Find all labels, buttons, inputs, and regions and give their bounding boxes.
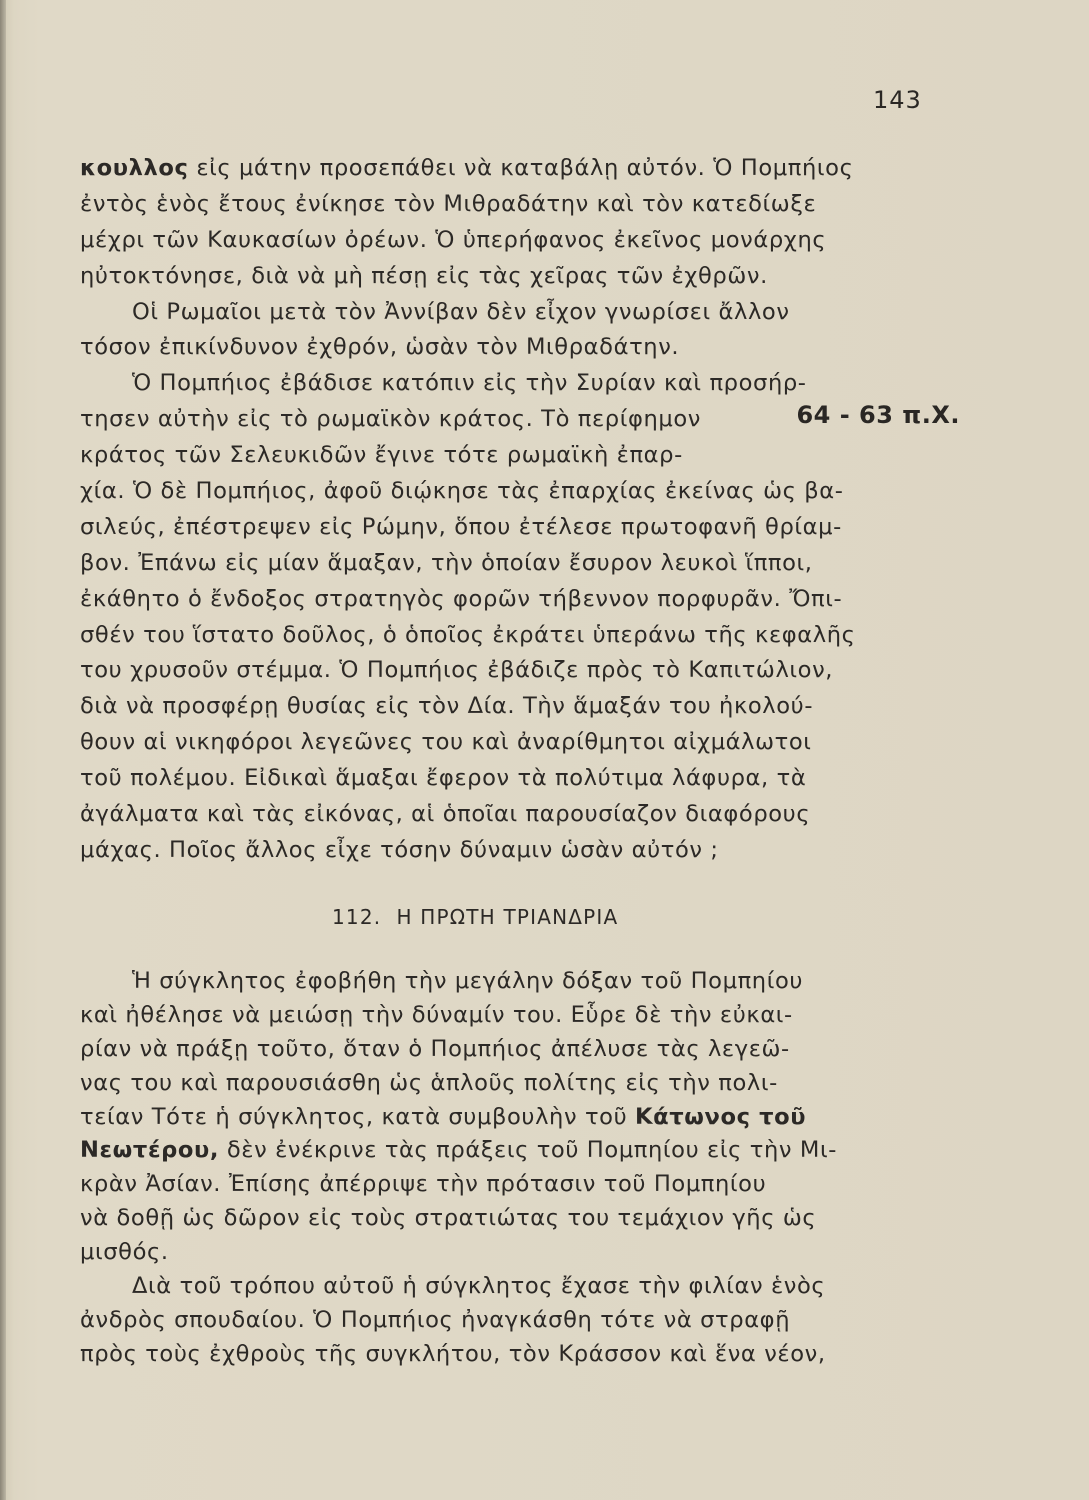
text-line: τόσον ἐπικίνδυνον ἐχθρόν, ὡσὰν τὸν Μιθραδάτην. bbox=[80, 334, 680, 361]
text-line: Οἱ Ρωμαῖοι μετὰ τὸν Ἀννίβαν δὲν εἶχον γνωρίσει ἄλλον bbox=[132, 298, 790, 325]
text-line: ἐκάθητο ὁ ἔνδοξος στρατηγὸς φορῶν τήβεννον πορφυρᾶν. Ὄπι- bbox=[80, 585, 843, 612]
text-line: τοῦ πολέμου. Εἰδικαὶ ἅμαξαι ἔφερον τὰ πολύτιμα λάφυρα, τὰ bbox=[80, 765, 807, 792]
bold-name: Κάτωνος τοῦ bbox=[635, 1103, 807, 1130]
text-line: σθέν του ἵστατο δοῦλος, ὁ ὁποῖος ἐκράτει ὑπεράνω τῆς κεφαλῆς bbox=[80, 621, 856, 648]
text-line: καὶ ἠθέλησε νὰ μειώσῃ τὴν δύναμίν του. Εὗρε δὲ τὴν εὐκαι- bbox=[80, 1001, 793, 1028]
text-line: κράτος τῶν Σελευκιδῶν ἔγινε τότε ρωμαϊκὴ ἐπαρ- bbox=[80, 442, 683, 469]
text-block-lower bbox=[80, 963, 960, 1370]
text-line: ηὐτοκτόνησε, διὰ νὰ μὴ πέσῃ εἰς τὰς χεῖρας τῶν ἐχθρῶν. bbox=[80, 262, 768, 289]
text-line: μέχρι τῶν Καυκασίων ὀρέων. Ὁ ὑπερήφανος ἐκεῖνος μονάρχης bbox=[80, 226, 827, 253]
text-line: θουν αἱ νικηφόροι λεγεῶνες του καὶ ἀναρίθμητοι αἰχμάλωτοι bbox=[80, 729, 812, 756]
text-line bbox=[80, 1132, 960, 1166]
line-with-side-note bbox=[80, 401, 960, 437]
text-line: σιλεύς, ἐπέστρεψεν εἰς Ρώμην, ὅπου ἐτέλεσε πρωτοφανῆ θρίαμ- bbox=[80, 513, 842, 540]
bold-name: Νεωτέρου, bbox=[80, 1137, 220, 1164]
text-line: ἀνδρὸς σπουδαίου. Ὁ Πομπήιος ἠναγκάσθη τότε νὰ στραφῇ bbox=[80, 1306, 791, 1333]
date-side-note: 64 - 63 π.Χ. bbox=[796, 401, 960, 430]
text-line: μάχας. Ποῖος ἄλλος εἶχε τόσην δύναμιν ὡσὰν αὐτόν ; bbox=[80, 836, 719, 863]
text-line bbox=[80, 1099, 960, 1133]
text-line: του χρυσοῦν στέμμα. Ὁ Πομπήιος ἐβάδιζε πρὸς τὸ Καπιτώλιον, bbox=[80, 657, 834, 684]
text-line: Ἡ σύγκλητος ἐφοβήθη τὴν μεγάλην δόξαν τοῦ Πομπηίου bbox=[132, 968, 804, 994]
text-block-upper bbox=[80, 150, 960, 868]
line-rest: εἰς μάτην προσεπάθει νὰ καταβάλῃ αὐτόν. Ὁ Πομπήιος bbox=[188, 155, 854, 181]
text-line: Διὰ τοῦ τρόπου αὐτοῦ ἡ σύγκλητος ἔχασε τὴν φιλίαν ἑνὸς bbox=[132, 1273, 826, 1300]
section-heading: 112. Η ΠΡΩΤΗ ΤΡΙΑΝΔΡΙΑ bbox=[332, 905, 619, 929]
line-start: τείαν Τότε ἡ σύγκλητος, κατὰ συμβουλὴν τοῦ bbox=[80, 1103, 636, 1130]
text-line: νὰ δοθῇ ὡς δῶρον εἰς τοὺς στρατιώτας του τεμάχιον γῆς ὡς bbox=[80, 1205, 817, 1232]
text-line bbox=[80, 150, 960, 186]
line-rest: δὲν ἐνέκρινε τὰς πράξεις τοῦ Πομπηίου εἰς τὴν Μι- bbox=[219, 1137, 837, 1164]
text-line: ἀγάλματα καὶ τὰς εἰκόνας, αἱ ὁποῖαι παρουσίαζον διαφόρους bbox=[80, 801, 811, 828]
text-line: μισθός. bbox=[80, 1239, 169, 1266]
page-binding-edge bbox=[0, 0, 6, 1500]
page-number: 143 bbox=[873, 86, 922, 114]
text-line: πρὸς τοὺς ἐχθροὺς τῆς συγκλήτου, τὸν Κράσσον καὶ ἕνα νέον, bbox=[80, 1340, 826, 1367]
text-line: Ὁ Πομπήιος ἐβάδισε κατόπιν εἰς τὴν Συρίαν καὶ προσήρ- bbox=[132, 370, 807, 397]
text-line: ρίαν νὰ πράξῃ τοῦτο, ὅταν ὁ Πομπήιος ἀπέλυσε τὰς λεγεῶ- bbox=[80, 1035, 790, 1062]
text-line: ἐντὸς ἑνὸς ἔτους ἐνίκησε τὸν Μιθραδάτην καὶ τὸν κατεδίωξε bbox=[80, 190, 817, 217]
text-line: χία. Ὁ δὲ Πομπήιος, ἀφοῦ διῴκησε τὰς ἐπαρχίας ἐκείνας ὡς βα- bbox=[80, 478, 844, 505]
text-line: διὰ νὰ προσφέρῃ θυσίας εἰς τὸν Δία. Τὴν ἅμαξάν του ἠκολού- bbox=[80, 693, 814, 720]
text-line: κρὰν Ἀσίαν. Ἐπίσης ἀπέρριψε τὴν πρότασιν τοῦ Πομπηίου bbox=[80, 1171, 767, 1198]
bold-word: κουλλος bbox=[80, 155, 189, 181]
text-line: τησεν αὐτὴν εἰς τὸ ρωμαϊκὸν κράτος. Τὸ περίφημον bbox=[80, 406, 702, 433]
text-line: βον. Ἐπάνω εἰς μίαν ἅμαξαν, τὴν ὁποίαν ἔσυρον λευκοὶ ἵπποι, bbox=[80, 549, 813, 576]
text-line: νας του καὶ παρουσιάσθη ὡς ἁπλοῦς πολίτης εἰς τὴν πολι- bbox=[80, 1069, 778, 1096]
